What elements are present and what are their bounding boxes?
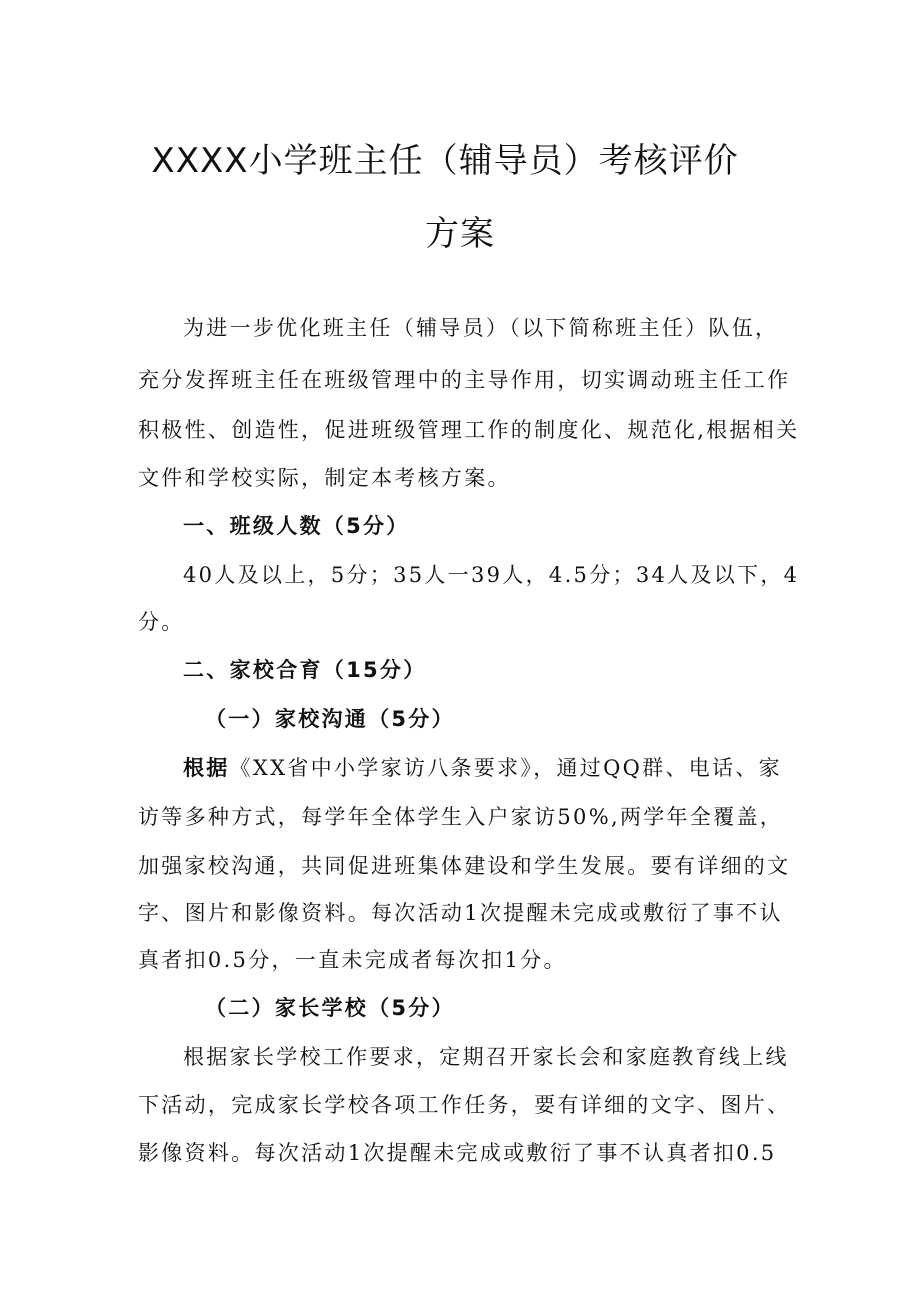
intro-line: 充分发挥班主任在班级管理中的主导作用，切实调动班主任工作 — [138, 368, 791, 392]
subsection-body-line: 根据家长学校工作要求，定期召开家长会和家庭教育线上线 — [183, 1045, 789, 1069]
intro-line: 为进一步优化班主任（辅导员）（以下简称班主任）队伍， — [183, 316, 779, 340]
subsection-body-line: 下活动，完成家长学校各项工作任务，要有详细的文字、图片、 — [138, 1093, 791, 1117]
subsection-body-line: 字、图片和影像资料。每次活动1次提醒未完成或敷衍了事不认 — [138, 901, 783, 925]
section-body-line: 40人及以上，5分；35人一39人，4.5分；34人及以下，4 — [183, 563, 800, 587]
subsection-body-line: 影像资料。每次活动1次提醒未完成或敷衍了事不认真者扣0.5 — [138, 1141, 777, 1165]
section-body-line: 分。 — [138, 610, 185, 634]
section-heading: 二、家校合育（15分） — [183, 658, 427, 682]
intro-line: 积极性、创造性，促进班级管理工作的制度化、规范化,根据相关 — [138, 418, 800, 442]
lead-word: 根据 — [183, 756, 230, 780]
subsection-body-line: 真者扣0.5分，一直未完成者每次扣1分。 — [138, 948, 567, 972]
subsection-body-line — [183, 753, 782, 783]
subsection-heading: （一）家校沟通（5分） — [205, 707, 455, 731]
document-title-continued: 方案 — [425, 214, 495, 254]
intro-line: 文件和学校实际，制定本考核方案。 — [138, 466, 511, 490]
lead-line-text: 《XX省中小学家访八条要求》，通过QQ群、电话、家 — [229, 756, 782, 780]
subsection-heading: （二）家长学校（5分） — [205, 996, 455, 1020]
document-title: XXXX小学班主任（辅导员）考核评价 — [151, 141, 739, 181]
subsection-body-line: 访等多种方式，每学年全体学生入户家访50%,两学年全覆盖， — [138, 805, 784, 829]
subsection-body-line: 加强家校沟通，共同促进班集体建设和学生发展。要有详细的文 — [138, 854, 791, 878]
section-heading: 一、班级人数（5分） — [183, 514, 410, 538]
